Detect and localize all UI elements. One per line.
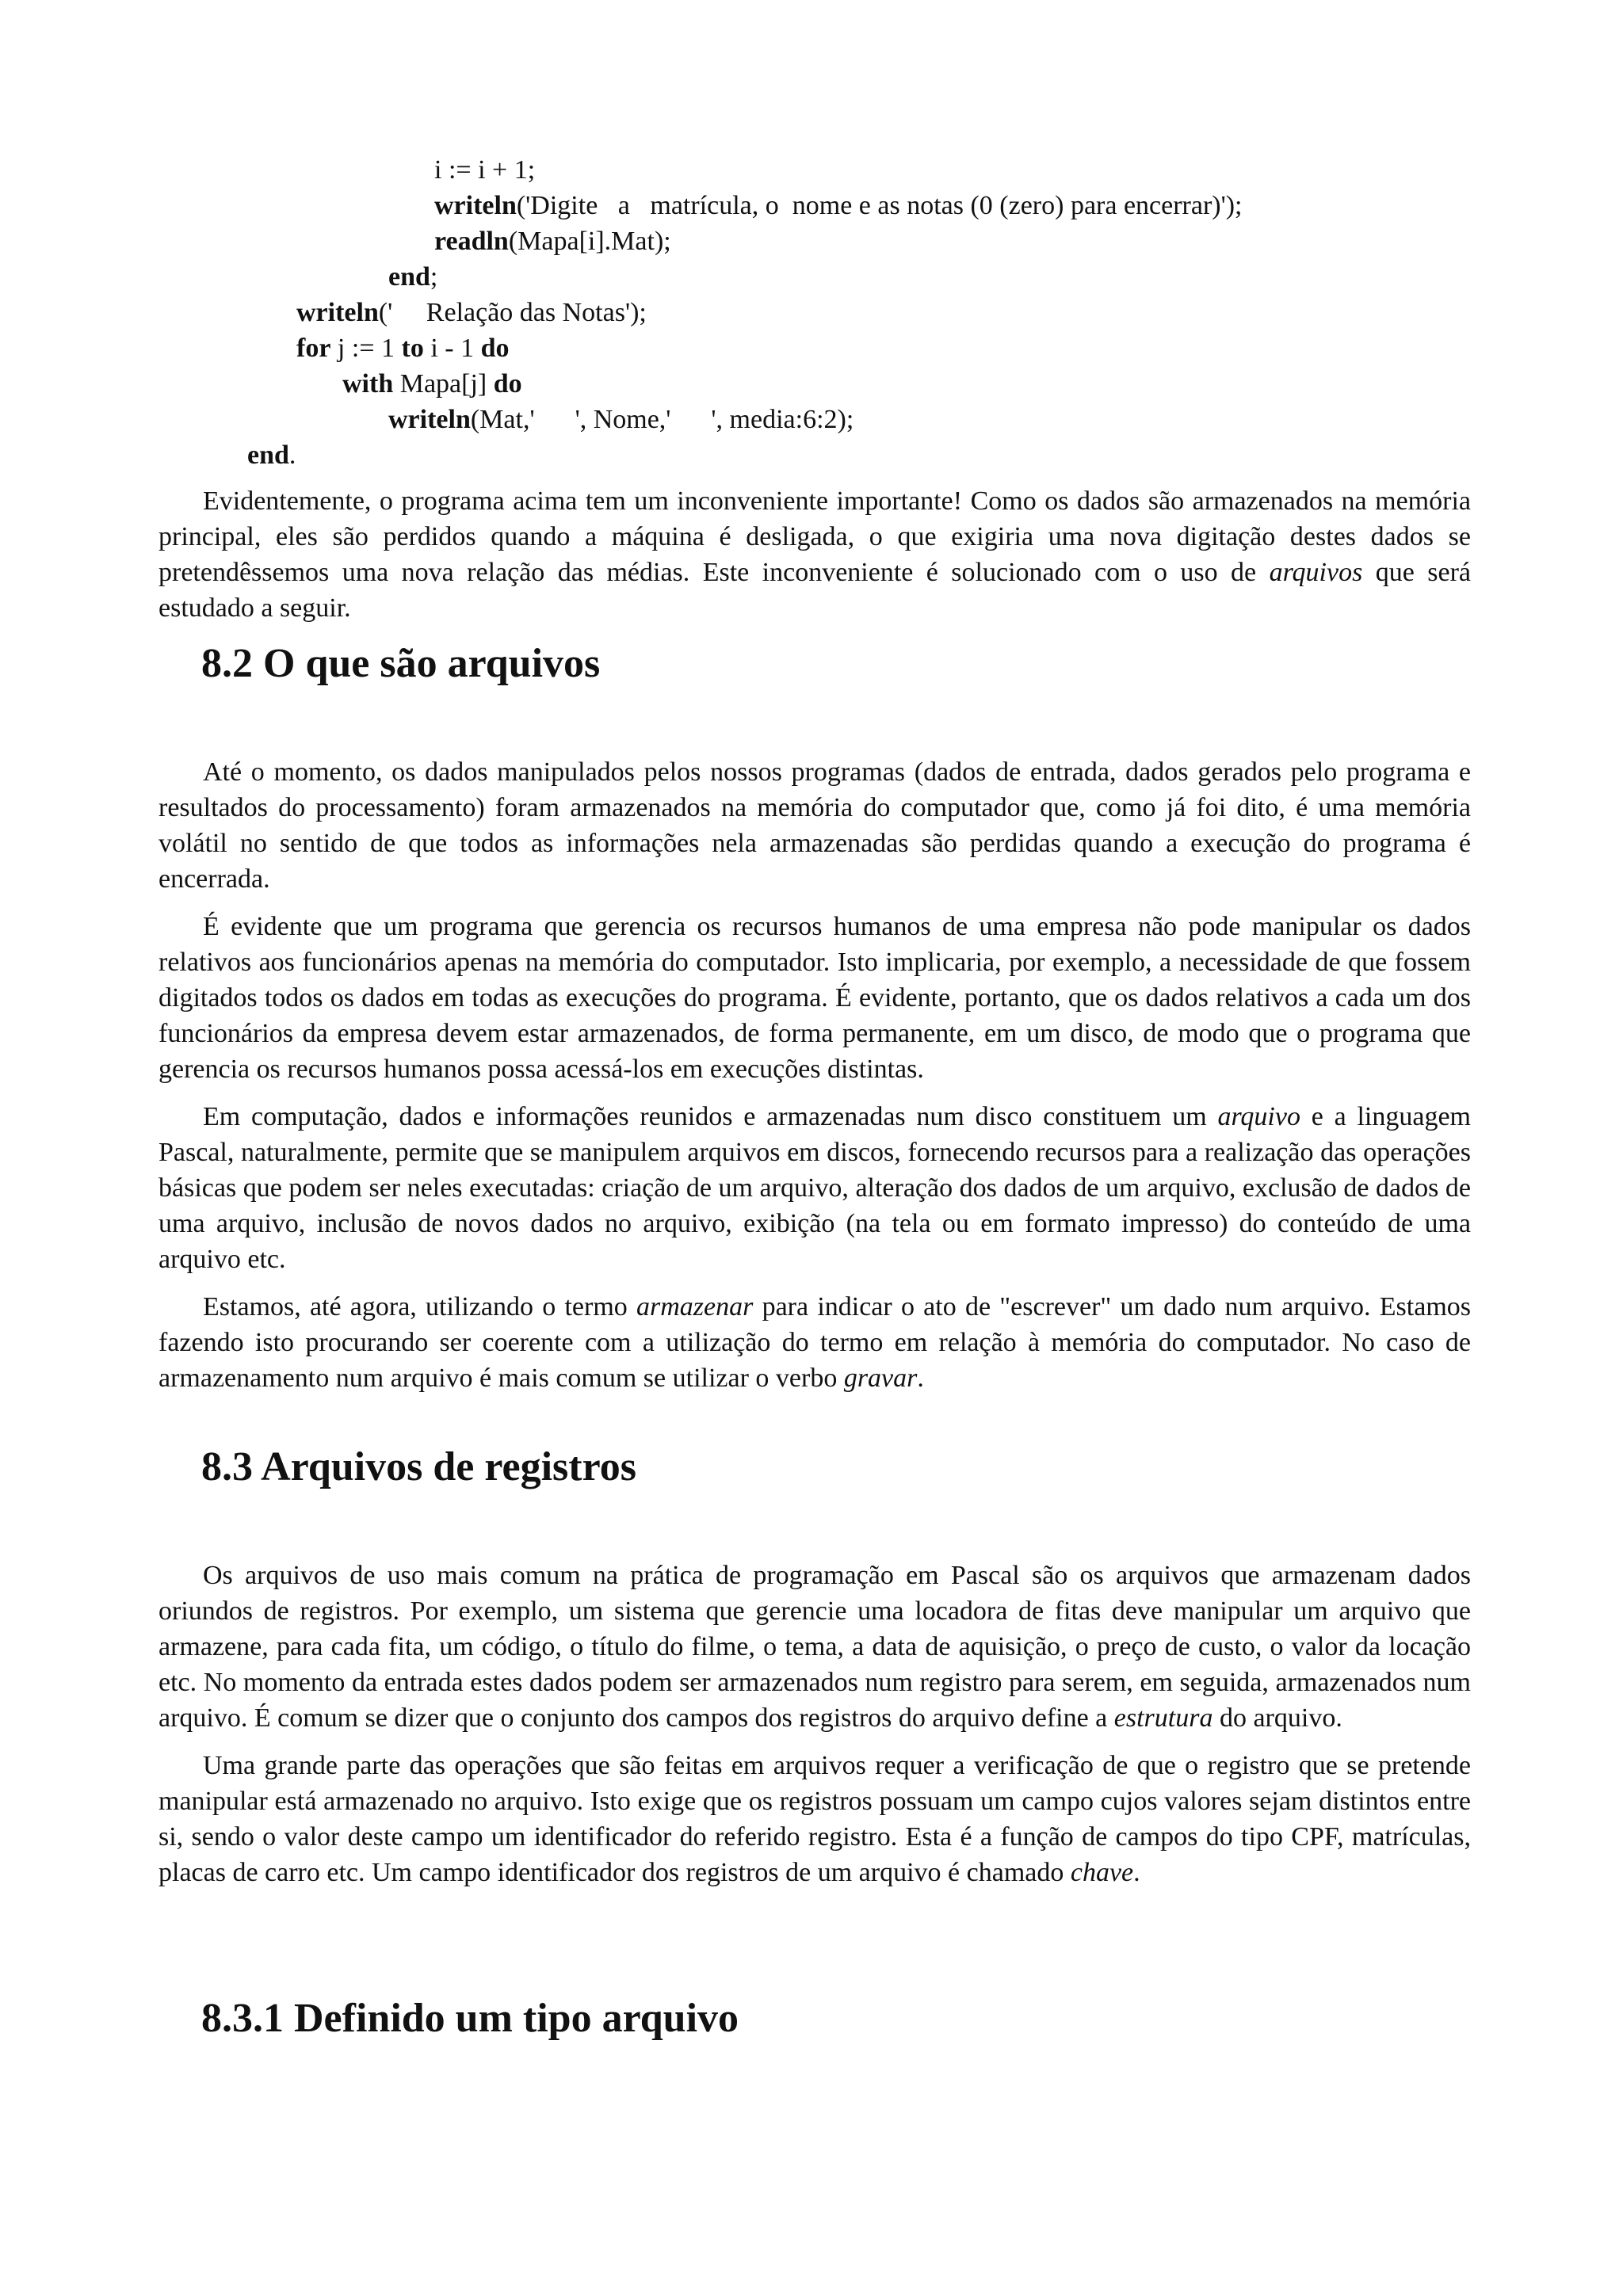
- code-listing: [158, 152, 1506, 473]
- code-keyword: end: [388, 262, 430, 292]
- paragraph: [158, 1099, 1471, 1277]
- code-keyword: end: [247, 441, 289, 470]
- code-keyword: writeln: [434, 191, 517, 220]
- code-line: [158, 437, 1506, 473]
- paragraph: [158, 1748, 1471, 1890]
- code-keyword: do: [493, 369, 522, 399]
- section-heading-8-3: 8.3 Arquivos de registros: [201, 1444, 636, 1489]
- code-line: [158, 188, 1506, 223]
- intro-paragraph: [158, 483, 1471, 626]
- code-text: ;: [430, 262, 438, 292]
- code-keyword: writeln: [388, 405, 471, 434]
- code-keyword: readln: [434, 227, 509, 256]
- code-text: i - 1: [423, 334, 481, 363]
- code-text: (' Relação das Notas');: [378, 298, 647, 327]
- code-line: [158, 259, 1506, 295]
- intro-emphasis: arquivos: [1269, 558, 1363, 587]
- code-text: j := 1: [330, 334, 402, 363]
- paragraph-text: Estamos, até agora, utilizando o termo: [203, 1292, 637, 1322]
- paragraph-text: e a linguagem Pascal, naturalmente, permite que se manipulem arquivos em discos, fornecendo recursos para a realização das operações básicas que podem ser neles executadas: criação de um arquivo, alteração dos dados de um arquivo, exclusão de dados de uma arquivo, inclusão de novos dados no arquivo, exibição (na tela ou em formato impresso) do conteúdo de uma arquivo etc.: [158, 1102, 1472, 1274]
- section-heading-8-2: 8.2 O que são arquivos: [201, 641, 601, 686]
- paragraph-text: .: [1133, 1858, 1140, 1887]
- code-text: (Mat,' ', Nome,' ', media:6:2);: [470, 405, 854, 434]
- paragraph: [158, 1289, 1471, 1396]
- code-line: [158, 366, 1506, 402]
- section-8-3-body: [158, 1558, 1471, 1902]
- code-line: [158, 223, 1506, 259]
- code-line: [158, 330, 1506, 366]
- paragraph-emphasis: gravar: [843, 1363, 918, 1393]
- code-keyword: with: [342, 369, 394, 399]
- code-line: [158, 295, 1506, 330]
- paragraph-text: para indicar o ato de "escrever" um dado num arquivo. Estamos fazendo isto procurando ser coerente com a utilização do termo em relação à memória do computador. No caso de armazenamento num arquivo é mais comum se utilizar o verbo: [158, 1292, 1471, 1393]
- code-text: i := i + 1;: [434, 155, 536, 185]
- code-text: Mapa[j]: [393, 369, 494, 399]
- paragraph-text: Em computação, dados e informações reunidos e armazenadas num disco constituem um: [203, 1102, 1218, 1131]
- section-heading-8-3-1: 8.3.1 Definido um tipo arquivo: [201, 1996, 739, 2041]
- paragraph: É evidente que um programa que gerencia os recursos humanos de uma empresa não pode manipular os dados relativos aos funcionários apenas na memória do computador. Isto implicaria, por exemplo, a necessidade de que fossem digitados todos os dados em todas as execuções do programa. É evidente, portanto, que os dados relativos a cada um dos funcionários da empresa devem estar armazenados, de forma permanente, em um disco, de modo que o programa que gerencia os recursos humanos possa acessá-los em execuções distintas.: [158, 912, 1471, 1084]
- paragraph-emphasis: chave: [1070, 1858, 1134, 1887]
- intro-text: Evidentemente, o programa acima tem um inconveniente importante! Como os dados são armazenados na memória principal, eles são perdidos quando a máquina é desligada, o que exigiria uma nova digitação destes dados se pretendêssemos uma nova relação das médias. Este inconveniente é solucionado com o uso de: [158, 486, 1471, 587]
- code-keyword: do: [480, 334, 510, 363]
- paragraph-emphasis: arquivo: [1217, 1102, 1300, 1131]
- paragraph-emphasis: armazenar: [636, 1292, 754, 1322]
- paragraph-text: Os arquivos de uso mais comum na prática de programação em Pascal são os arquivos que armazenam dados oriundos de registros. Por exemplo, um sistema que gerencie uma locadora de fitas deve manipular um arquivo que armazene, para cada fita, um código, o título do filme, o tema, a data de aquisição, o preço de custo, o valor da locação etc. No momento da entrada estes dados podem ser armazenados num registro para serem, em seguida, armazenados num arquivo. É comum se dizer que o conjunto dos campos dos registros do arquivo define a: [158, 1561, 1471, 1733]
- code-line: [158, 402, 1506, 437]
- intro-text-end: que será estudado a seguir.: [158, 558, 1471, 623]
- paragraph: Até o momento, os dados manipulados pelos nossos programas (dados de entrada, dados gerados pelo programa e resultados do processamento) foram armazenados na memória do computador que, como já foi dito, é uma memória volátil no sentido de que todos as informações nela armazenadas são perdidas quando a execução do programa é encerrada.: [158, 757, 1471, 894]
- code-text: (Mapa[i].Mat);: [508, 227, 671, 256]
- code-text: ('Digite a matrícula, o nome e as notas (0 (zero) para encerrar)');: [516, 191, 1243, 220]
- code-keyword: for: [296, 334, 331, 363]
- code-text: .: [288, 441, 296, 470]
- code-keyword: to: [401, 334, 424, 363]
- paragraph: [158, 1558, 1471, 1736]
- paragraph-text: do arquivo.: [1212, 1703, 1342, 1733]
- code-keyword: writeln: [296, 298, 379, 327]
- paragraph-text: Uma grande parte das operações que são feitas em arquivos requer a verificação de que o registro que se pretende manipular está armazenado no arquivo. Isto exige que os registros possuam um campo cujos valores sejam distintos entre si, sendo o valor deste campo um identificador do referido registro. Esta é a função de campos do tipo CPF, matrículas, placas de carro etc. Um campo identificador dos registros de um arquivo é chamado: [158, 1751, 1471, 1887]
- paragraph-text: .: [917, 1363, 924, 1393]
- intro-paragraph-block: [158, 483, 1471, 638]
- section-8-2-body: [158, 754, 1471, 1408]
- code-line: [158, 152, 1506, 188]
- paragraph-emphasis: estrutura: [1113, 1703, 1213, 1733]
